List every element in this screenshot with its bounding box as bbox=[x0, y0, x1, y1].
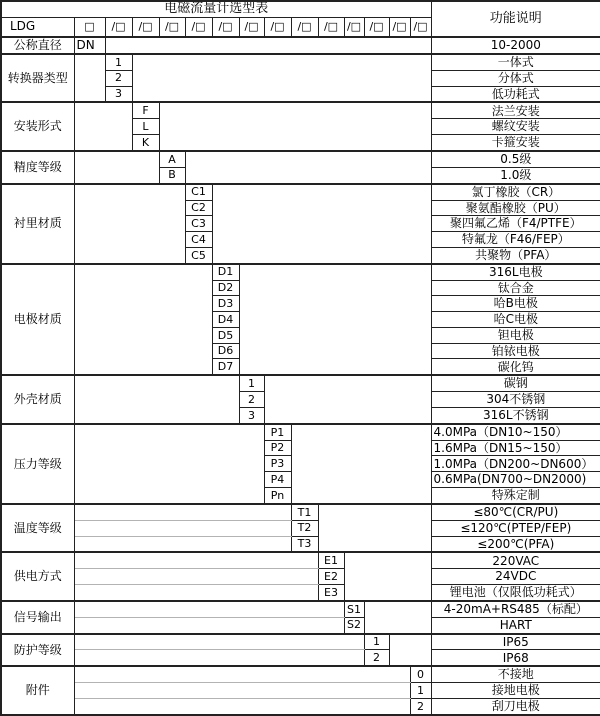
function-cell: 304不锈钢 bbox=[431, 392, 600, 408]
model-code-box: /□ bbox=[344, 17, 364, 37]
code-cell: P3 bbox=[264, 456, 291, 472]
code-cell: 2 bbox=[364, 650, 389, 666]
model-code-box: /□ bbox=[212, 17, 239, 37]
model-code-box: /□ bbox=[132, 17, 159, 37]
code-cell: A bbox=[159, 151, 185, 167]
function-cell: 316L电极 bbox=[431, 264, 600, 280]
code-cell: D2 bbox=[212, 280, 239, 296]
function-cell: 0.6MPa(DN700~DN2000) bbox=[431, 472, 600, 488]
function-cell: 氯丁橡胶（CR） bbox=[431, 184, 600, 200]
code-cell: 2 bbox=[105, 70, 132, 86]
code-cell: 1 bbox=[410, 683, 431, 699]
function-cell: ≤200℃(PFA) bbox=[431, 536, 600, 552]
empty-cell bbox=[74, 634, 364, 650]
function-cell: 铂铱电极 bbox=[431, 343, 600, 359]
empty-cell bbox=[318, 504, 431, 553]
empty-cell bbox=[264, 375, 431, 424]
empty-cell bbox=[389, 634, 431, 667]
function-cell: 锂电池（仅限低功耗式） bbox=[431, 585, 600, 601]
function-cell: 钽电极 bbox=[431, 327, 600, 343]
model-code-box: /□ bbox=[159, 17, 185, 37]
function-cell: 1.0MPa（DN200~DN600） bbox=[431, 456, 600, 472]
empty-cell bbox=[74, 666, 410, 682]
code-cell: D6 bbox=[212, 343, 239, 359]
model-code-box: /□ bbox=[291, 17, 318, 37]
category-label: 外壳材质 bbox=[1, 375, 74, 424]
function-cell: 特氟龙（F46/FEP） bbox=[431, 232, 600, 248]
empty-cell bbox=[74, 536, 291, 552]
model-code-box: /□ bbox=[364, 17, 389, 37]
model-code-box: □ bbox=[74, 17, 105, 37]
empty-cell bbox=[74, 184, 185, 264]
code-cell: C5 bbox=[185, 247, 212, 263]
category-label: 供电方式 bbox=[1, 552, 74, 601]
selection-table-body bbox=[1, 1, 600, 715]
code-cell: C4 bbox=[185, 232, 212, 248]
function-cell: 1.0级 bbox=[431, 167, 600, 183]
function-cell: 特殊定制 bbox=[431, 488, 600, 504]
category-label: 防护等级 bbox=[1, 634, 74, 667]
function-cell: 螺纹安装 bbox=[431, 119, 600, 135]
function-cell: 碳钢 bbox=[431, 375, 600, 391]
empty-cell bbox=[132, 54, 431, 103]
empty-cell bbox=[185, 151, 431, 184]
code-cell: P4 bbox=[264, 472, 291, 488]
function-cell: 刮刀电极 bbox=[431, 698, 600, 715]
empty-cell bbox=[239, 264, 431, 376]
code-cell: T1 bbox=[291, 504, 318, 520]
category-label: 公称直径 bbox=[1, 37, 74, 54]
empty-cell bbox=[74, 424, 264, 504]
function-cell: 哈C电极 bbox=[431, 312, 600, 328]
model-code-box: /□ bbox=[318, 17, 344, 37]
code-cell: E2 bbox=[318, 569, 344, 585]
model-code-box: /□ bbox=[410, 17, 431, 37]
model-code-box: /□ bbox=[264, 17, 291, 37]
function-cell: 316L不锈钢 bbox=[431, 407, 600, 423]
function-cell: 聚氨酯橡胶（PU） bbox=[431, 200, 600, 216]
empty-cell bbox=[364, 601, 431, 634]
function-cell: IP65 bbox=[431, 634, 600, 650]
empty-cell bbox=[74, 683, 410, 699]
category-label: 精度等级 bbox=[1, 151, 74, 184]
code-cell: D3 bbox=[212, 296, 239, 312]
code-cell: 1 bbox=[239, 375, 264, 391]
code-cell: P1 bbox=[264, 424, 291, 440]
code-cell: T3 bbox=[291, 536, 318, 552]
code-cell: DN bbox=[74, 37, 105, 54]
function-cell: 4-20mA+RS485（标配） bbox=[431, 601, 600, 617]
code-cell: T2 bbox=[291, 520, 318, 536]
empty-cell bbox=[74, 552, 318, 568]
empty-cell bbox=[212, 184, 431, 264]
function-cell: ≤80℃(CR/PU) bbox=[431, 504, 600, 520]
function-cell: 哈B电极 bbox=[431, 296, 600, 312]
function-cell: 24VDC bbox=[431, 569, 600, 585]
category-label: 衬里材质 bbox=[1, 184, 74, 264]
code-cell: F bbox=[132, 102, 159, 118]
code-cell: D4 bbox=[212, 312, 239, 328]
model-code-box: /□ bbox=[239, 17, 264, 37]
empty-cell bbox=[291, 424, 431, 504]
empty-cell bbox=[74, 698, 410, 715]
category-label: 附件 bbox=[1, 666, 74, 715]
code-cell: S2 bbox=[344, 617, 364, 633]
category-label: 压力等级 bbox=[1, 424, 74, 504]
model-prefix: LDG bbox=[1, 17, 74, 37]
category-label: 转换器类型 bbox=[1, 54, 74, 103]
function-cell: ≤120℃(PTEP/FEP) bbox=[431, 520, 600, 536]
empty-cell bbox=[105, 37, 431, 54]
function-cell: 聚四氟乙烯（F4/PTFE） bbox=[431, 216, 600, 232]
empty-cell bbox=[74, 151, 159, 184]
code-cell: P2 bbox=[264, 440, 291, 456]
code-cell: Pn bbox=[264, 488, 291, 504]
category-label: 温度等级 bbox=[1, 504, 74, 553]
function-cell: 碳化钨 bbox=[431, 359, 600, 375]
table-title: 电磁流量计选型表 bbox=[1, 1, 431, 17]
code-cell: L bbox=[132, 119, 159, 135]
code-cell: 2 bbox=[410, 698, 431, 715]
model-code-box: /□ bbox=[389, 17, 410, 37]
category-label: 信号输出 bbox=[1, 601, 74, 634]
model-code-box: /□ bbox=[185, 17, 212, 37]
empty-cell bbox=[74, 601, 344, 617]
code-cell: 1 bbox=[364, 634, 389, 650]
category-label: 安装形式 bbox=[1, 102, 74, 151]
code-cell: C3 bbox=[185, 216, 212, 232]
empty-cell bbox=[74, 264, 212, 376]
function-cell: 不接地 bbox=[431, 666, 600, 682]
function-cell: 低功耗式 bbox=[431, 86, 600, 102]
function-cell: 共聚物（PFA） bbox=[431, 247, 600, 263]
function-cell: 接地电极 bbox=[431, 683, 600, 699]
function-cell: 1.6MPa（DN15~150） bbox=[431, 440, 600, 456]
code-cell: D7 bbox=[212, 359, 239, 375]
code-cell: B bbox=[159, 167, 185, 183]
code-cell: E1 bbox=[318, 552, 344, 568]
function-cell: HART bbox=[431, 617, 600, 633]
code-cell: D5 bbox=[212, 327, 239, 343]
code-cell: K bbox=[132, 135, 159, 151]
model-code-box: /□ bbox=[105, 17, 132, 37]
category-label: 电极材质 bbox=[1, 264, 74, 376]
function-cell: 0.5级 bbox=[431, 151, 600, 167]
function-cell: 4.0MPa（DN10~150） bbox=[431, 424, 600, 440]
empty-cell bbox=[74, 650, 364, 666]
empty-cell bbox=[74, 375, 239, 424]
function-cell: 分体式 bbox=[431, 70, 600, 86]
function-cell: 卡箍安装 bbox=[431, 135, 600, 151]
code-cell: 3 bbox=[105, 86, 132, 102]
code-cell: E3 bbox=[318, 585, 344, 601]
code-cell: C1 bbox=[185, 184, 212, 200]
empty-cell bbox=[74, 54, 105, 103]
empty-cell bbox=[74, 520, 291, 536]
code-cell: D1 bbox=[212, 264, 239, 280]
empty-cell bbox=[74, 102, 132, 151]
function-cell: 钛合金 bbox=[431, 280, 600, 296]
empty-cell bbox=[74, 504, 291, 520]
function-column-header: 功能说明 bbox=[431, 1, 600, 37]
empty-cell bbox=[159, 102, 431, 151]
empty-cell bbox=[74, 585, 318, 601]
code-cell: 1 bbox=[105, 54, 132, 70]
code-cell: 3 bbox=[239, 407, 264, 423]
code-cell: S1 bbox=[344, 601, 364, 617]
code-cell: 0 bbox=[410, 666, 431, 682]
function-cell: 一体式 bbox=[431, 54, 600, 70]
empty-cell bbox=[74, 617, 344, 633]
empty-cell bbox=[344, 552, 431, 601]
function-cell: IP68 bbox=[431, 650, 600, 666]
code-cell: C2 bbox=[185, 200, 212, 216]
function-cell: 220VAC bbox=[431, 552, 600, 568]
function-cell: 法兰安装 bbox=[431, 102, 600, 118]
empty-cell bbox=[74, 569, 318, 585]
function-cell: 10-2000 bbox=[431, 37, 600, 54]
code-cell: 2 bbox=[239, 392, 264, 408]
